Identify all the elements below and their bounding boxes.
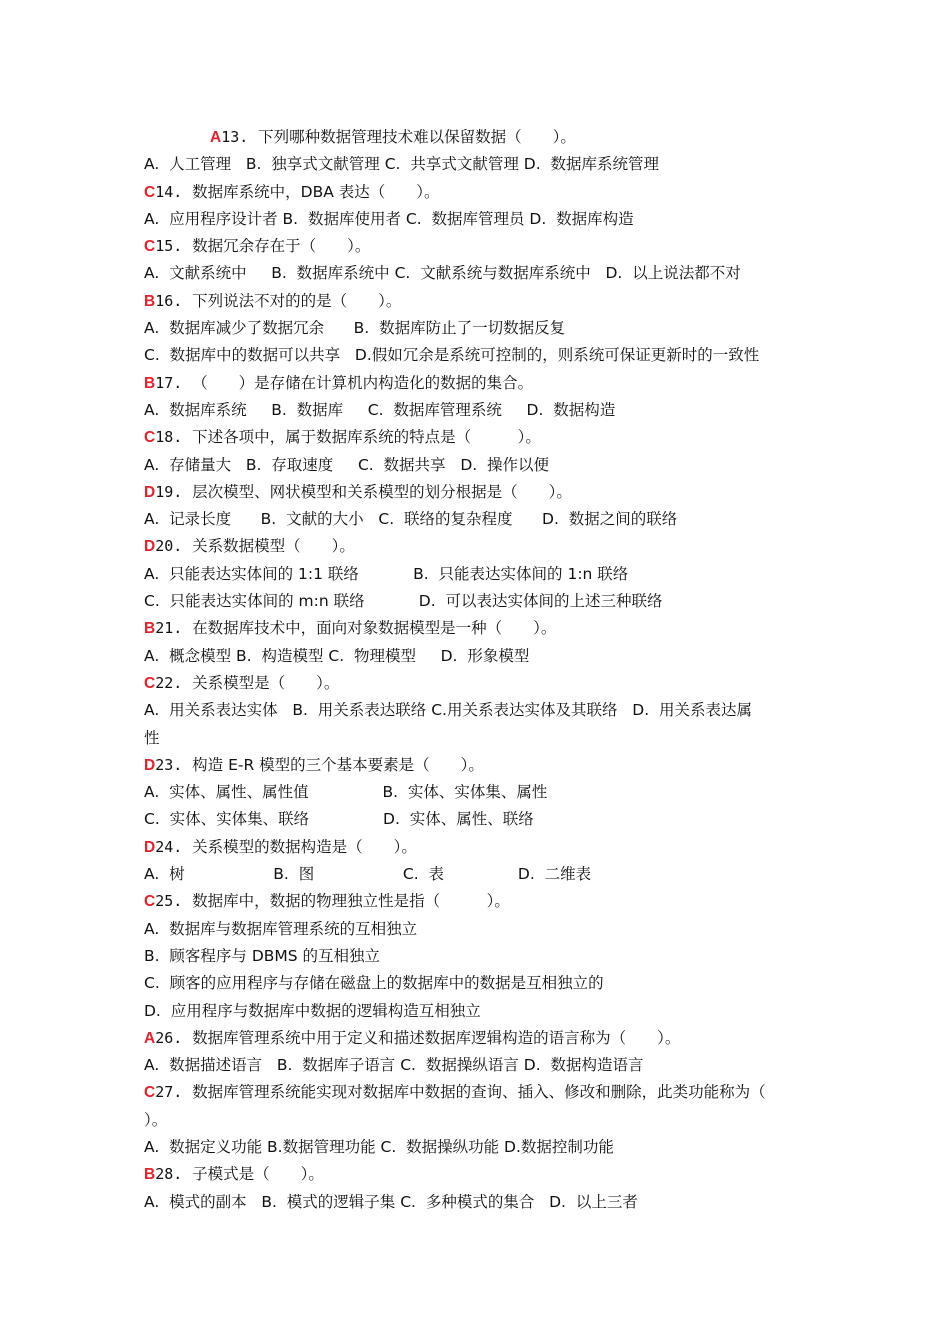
question-list [144,124,814,1216]
option-text: A. 用关系表达实体 B. 用关系表达联络 C.用关系表达实体及其联络 D. 用关系表达属 [144,701,752,720]
question-number: 22. [155,673,183,692]
question-text: 下列说法不对的的是（ ）。 [192,291,402,310]
question-line [144,888,814,915]
option-line [144,998,814,1025]
option-text: A. 数据定义功能 B.数据管理功能 C. 数据操纵功能 D.数据控制功能 [144,1137,614,1156]
answer-key: C [144,183,156,201]
option-text: A. 数据库减少了数据冗余 B. 数据库防止了一切数据反复 [144,319,566,338]
question-text: 数据库管理系统中用于定义和描述数据库逻辑构造的语言称为（ ）。 [192,1028,681,1047]
option-text: A. 只能表达实体间的 1:1 联络 B. 只能表达实体间的 1:n 联络 [144,564,629,583]
option-line [144,643,814,670]
question-number: 28. [155,1165,183,1184]
option-line [144,1107,814,1134]
option-text: C. 数据库中的数据可以共享 D.假如冗余是系统可控制的，则系统可保证更新时的一致性 [144,346,760,365]
question-number: 23. [155,755,183,774]
question-number: 14. [155,182,183,201]
option-text: A. 文献系统中 B. 数据库系统中 C. 文献系统与数据库系统中 D. 以上说法都不对 [144,264,741,283]
question-text: 关系数据模型（ ）。 [192,537,355,556]
question-text: 数据冗余存在于（ ）。 [192,237,371,256]
option-text: B. 顾客程序与 DBMS 的互相独立 [144,946,381,965]
answer-key: C [144,1084,156,1102]
option-line [144,861,814,888]
question-line [144,179,814,206]
option-text: A. 人工管理 B. 独享式文献管理 C. 共享式文献管理 D. 数据库系统管理 [144,155,659,174]
question-text: 数据库系统中，DBA 表达（ ）。 [192,182,440,201]
question-text: 构造 E-R 模型的三个基本要素是（ ）。 [192,755,484,774]
question-number: 20. [155,537,183,556]
option-text: A. 应用程序设计者 B. 数据库使用者 C. 数据库管理员 D. 数据库构造 [144,209,634,228]
option-text: C. 顾客的应用程序与存储在磁盘上的数据库中的数据是互相独立的 [144,974,604,993]
answer-key: D [144,838,156,856]
answer-key: C [144,674,156,692]
option-line [144,1134,814,1161]
option-line [144,806,814,833]
answer-key: A [144,1029,156,1047]
question-number: 13. [221,128,249,146]
option-text: A. 树 B. 图 C. 表 D. 二维表 [144,865,592,884]
option-line [144,151,814,178]
question-number: 25. [155,892,183,911]
question-number: 18. [155,428,183,447]
question-line [144,670,814,697]
option-text: A. 存储量大 B. 存取速度 C. 数据共享 D. 操作以便 [144,455,550,474]
option-text: C. 实体、实体集、联络 D. 实体、属性、联络 [144,810,534,829]
answer-key: C [144,429,156,447]
option-text: A. 记录长度 B. 文献的大小 C. 联络的复杂程度 D. 数据之间的联络 [144,510,678,529]
option-text: A. 实体、属性、属性值 B. 实体、实体集、属性 [144,783,548,802]
question-line [144,615,814,642]
answer-key: C [144,893,156,911]
question-text: 下列哪种数据管理技术难以保留数据（ ）。 [258,128,576,146]
option-text: ）。 [144,1110,168,1129]
option-line [144,588,814,615]
option-line [144,315,814,342]
option-text: A. 数据描述语言 B. 数据库子语言 C. 数据操纵语言 D. 数据构造语言 [144,1056,644,1075]
option-text: 性 [144,728,160,747]
answer-key: D [144,756,156,774]
question-text: 关系模型是（ ）。 [192,673,340,692]
question-number: 15. [155,237,183,256]
question-number: 26. [155,1028,183,1047]
option-line [144,916,814,943]
question-line [144,370,814,397]
question-text: 下述各项中，属于数据库系统的特点是（ ）。 [192,428,541,447]
question-text: 关系模型的数据构造是（ ）。 [192,837,417,856]
option-line [144,506,814,533]
question-line [144,1079,814,1106]
option-line [144,260,814,287]
question-line [144,288,814,315]
question-line [144,1025,814,1052]
answer-key: D [144,538,156,556]
option-line [144,1189,814,1216]
question-number: 21. [155,619,183,638]
question-line [144,834,814,861]
option-line [144,779,814,806]
answer-key: B [144,1166,156,1184]
question-number: 24. [155,837,183,856]
option-line [144,342,814,369]
answer-key: B [144,620,156,638]
option-text: A. 模式的副本 B. 模式的逻辑子集 C. 多种模式的集合 D. 以上三者 [144,1192,638,1211]
answer-key: C [144,238,156,256]
option-line [144,397,814,424]
question-text: （ ）是存储在计算机内构造化的数据的集合。 [192,373,534,392]
question-line [144,1161,814,1188]
question-text: 层次模型、网状模型和关系模型的划分根据是（ ）。 [192,482,572,501]
option-text: A. 数据库系统 B. 数据库 C. 数据库管理系统 D. 数据构造 [144,400,616,419]
answer-key: B [144,374,156,392]
answer-key: A [210,129,222,146]
option-line [144,561,814,588]
question-number: 17. [155,373,183,392]
question-line [144,233,814,260]
question-text: 数据库中，数据的物理独立性是指（ ）。 [192,892,510,911]
question-line [144,479,814,506]
question-text: 在数据库技术中，面向对象数据模型是一种（ ）。 [192,619,557,638]
question-text: 子模式是（ ）。 [192,1165,324,1184]
question-number: 16. [155,291,183,310]
option-line [144,452,814,479]
question-line [144,124,814,151]
question-number: 19. [155,482,183,501]
question-line [144,752,814,779]
question-text: 数据库管理系统能实现对数据库中数据的查询、插入、修改和删除，此类功能称为（ [192,1083,766,1102]
answer-key: D [144,483,156,501]
option-line [144,970,814,997]
option-text: C. 只能表达实体间的 m:n 联络 D. 可以表达实体间的上述三种联络 [144,592,663,611]
answer-key: B [144,292,156,310]
question-number: 27. [155,1083,183,1102]
option-line [144,206,814,233]
option-text: D. 应用程序与数据库中数据的逻辑构造互相独立 [144,1001,481,1020]
option-text: A. 数据库与数据库管理系统的互相独立 [144,919,418,938]
option-line [144,725,814,752]
option-text: A. 概念模型 B. 构造模型 C. 物理模型 D. 形象模型 [144,646,530,665]
question-line [144,533,814,560]
option-line [144,943,814,970]
question-line [144,424,814,451]
option-line [144,697,814,724]
option-line [144,1052,814,1079]
